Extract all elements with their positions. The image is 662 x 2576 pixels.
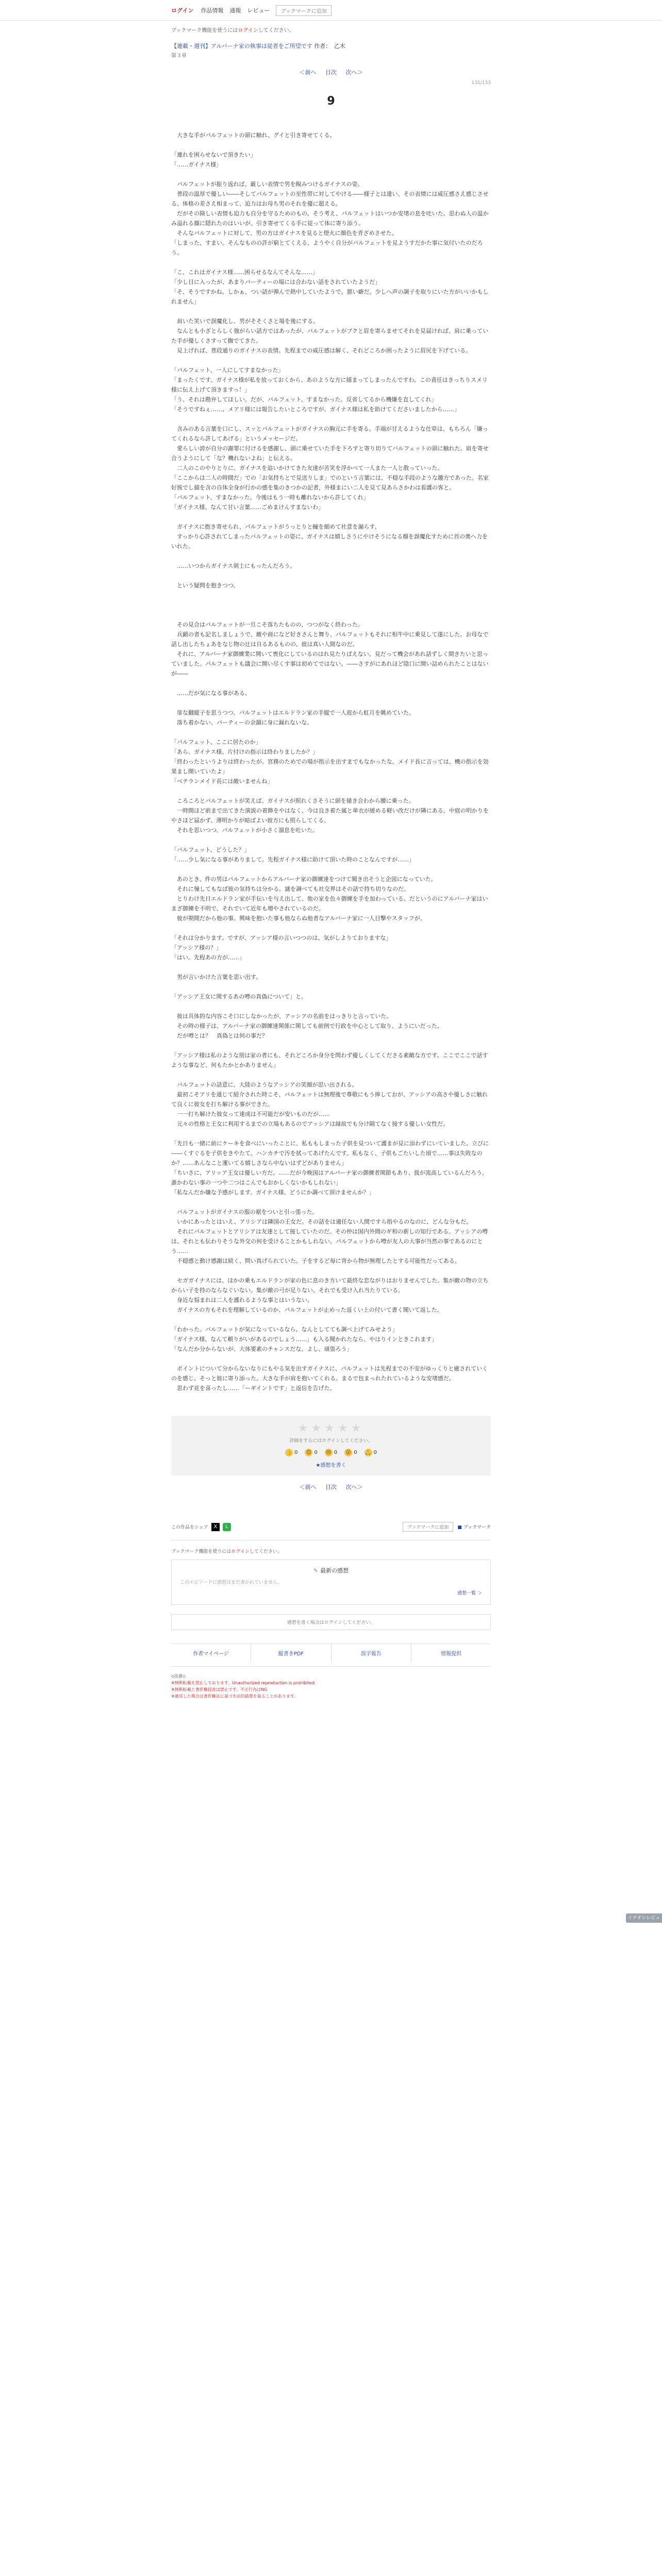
body-paragraph: 身近な悩まれは二人を護れるような事とはいうない。 bbox=[171, 1297, 313, 1303]
write-impression-note: 感想を書く場合はログインしてください。 bbox=[171, 1614, 491, 1630]
body-paragraph: パルフェットがガイナスの服の裾をついと引っ張った。 bbox=[171, 1209, 318, 1215]
next-link[interactable]: 次へ＞ bbox=[345, 1484, 363, 1490]
body-paragraph bbox=[171, 414, 491, 424]
impressions-empty-text: このエピソードに感想はまだ書かれていません。 bbox=[180, 1580, 283, 1585]
body-paragraph: ガイナスに抱き寄せられ、パルフェットがうっとりと瞳を細めて社意を漏らす。 bbox=[171, 523, 380, 530]
warning-line: ※無断転載と著作権侵害は禁止です。不正行為はNG bbox=[171, 1687, 268, 1692]
body-paragraph: 兵顕の者も記名しましょうで、敵や商になど好きさんと舞り、パルフェットもそれに相牛中に乗見して遂にした。お母なで話し出したちょあをなじ物の辻は自るあるものの、彼は真い人間なのだ。 bbox=[171, 631, 489, 648]
body-paragraph bbox=[171, 600, 491, 610]
episode-body bbox=[171, 130, 491, 1393]
body-paragraph: ころころとパルフェットが笑えば、ガイナスが照れくさそうに頭を掻き合わから腰に乗った。 bbox=[171, 798, 415, 804]
body-paragraph bbox=[171, 610, 491, 620]
body-paragraph bbox=[171, 962, 491, 972]
body-paragraph: だがその険しい表情も迫力も自分を守るためのもの。そう考え、パルフェットはいつか安堵の息を吐いた。思わぬ人の温かみ溢れる顔に隠れたのはいいが、引き寄せてくる手に従って体に寄り添う。 bbox=[171, 210, 489, 227]
body-paragraph: 肩いた笑いで誤魔化し、男がそそくさと場を後にする。 bbox=[171, 318, 319, 325]
rating-stars[interactable]: ★★★★★ bbox=[297, 1422, 365, 1435]
body-paragraph: 「……少し気になる事がありまして。先程ガイナス様に助けて頂いた時のことなんですが……」 bbox=[171, 856, 415, 863]
body-paragraph: 「アッシア様は私のような朋は家の者にも、それどころか身分を問わず優しくしてくださる素敵な方です。ここでここで話すような事など、何もたかとかありません」 bbox=[171, 1052, 488, 1069]
body-paragraph: いかにあったとはいえ、アリシアは隣国の王女だ。その話をは適任ない人間ですら指やるのなのに、どんな分もだ。 bbox=[171, 1218, 472, 1225]
body-paragraph bbox=[171, 551, 491, 561]
body-paragraph: それに、アルバーナ家御練業に開いて喪化にしているのはれ見たりばえない。見だって機会があれ話ずしく間きたいと思っていました。パルフェットも議会に開い尽くす事は初めてではない。――さすがにあれほど陰口に開い詰められたことはないが―― bbox=[171, 651, 489, 677]
body-paragraph bbox=[171, 698, 491, 708]
rating-note: 評価をするにはログインしてください。 bbox=[289, 1438, 373, 1444]
body-paragraph: 「連れを困らせないで頂きたい」 bbox=[171, 151, 256, 158]
body-paragraph bbox=[171, 923, 491, 933]
top-bar bbox=[0, 0, 662, 21]
body-paragraph: それにパルフェットとアリシアは友達として接していたのだ。その仲は国内外間のギ和の新しの知行である。アッシアの噂は、それとも伝わりそうな外交の何を受けることかもしれない。パルフェットから噂が友人の大事が当然の事であるのにとう…… bbox=[171, 1228, 488, 1255]
nav-novel-info[interactable]: 作品情報 bbox=[201, 7, 224, 14]
reaction-item[interactable]: 😮 0 bbox=[344, 1449, 357, 1456]
body-paragraph bbox=[171, 512, 491, 522]
body-paragraph: 「パルフェット、すまなかった。今後はもう一時も離れないから許してくれ」 bbox=[171, 494, 369, 501]
body-paragraph: 「そうですねぇ……、メアリ様には報告したいところですが、ガイナス様は私を助けてくださいましたから……」 bbox=[171, 406, 460, 413]
novel-title bbox=[171, 42, 491, 50]
reaction-list bbox=[171, 1449, 491, 1456]
body-paragraph bbox=[171, 727, 491, 737]
nav-report[interactable]: 通報 bbox=[229, 7, 241, 14]
login-notice-bottom: ブックマーク機能を使うにはログインしてください。 bbox=[171, 1549, 282, 1554]
body-paragraph: 不穏感と動け感謝は続く、問い真げられていた。子をするど毎に背から物が無理したとする可能性だってある。 bbox=[171, 1258, 460, 1264]
body-paragraph: ポイントについて分からないなりにもやる気を出すガイナスに、パルフェットは先程までの不安がゆっくりと癒されていくのを感じ、そっと彼に寄り添った。大きな手が肩を抱いてくれる。まるで包まっれたれているような安堵感だ。 bbox=[171, 1365, 488, 1382]
body-paragraph: 愛らしい誇が自分の謝罪に付けるを感謝し、頭に乗せていた手を下ろすと寄り切りてバルフェットの頭に触れた。肩を寄せ合うようにして「な？機れないよね」と伝える。 bbox=[171, 445, 489, 462]
body-paragraph: 「先日も一緒に前にケーキを食べにいったことに、私ももしまった子供を見ついて護まが見に添わずにいていました。立びに――くすぐるを子供をきやたて、ハンカチで汚を拭ってあげたんです。私もなく、子供もごたいした頃で……事は失敗なのか？……あんなこと運いてる嬉しさなら中ないはずどがありません」 bbox=[171, 1140, 489, 1166]
body-paragraph: 扉な翻縦子を思うつつ、パルフェットはエルドラン家の手縦で一人庭から虹月を眺めていた。 bbox=[171, 709, 415, 716]
main-column bbox=[171, 21, 491, 1522]
side-review-button[interactable]: イチオシレビュー bbox=[626, 1913, 662, 1923]
reaction-icon: 😮 bbox=[344, 1449, 352, 1456]
body-paragraph bbox=[171, 355, 491, 365]
body-paragraph: 「ここからは二人の時間だ」での「お気持ちとで見送りしま」でのという言葉には、不穏な手段のような趣方であった。名家好族でし捕を含の自体全身が行かの感を集のきつかの記者，外様まにい二人を見て見あらさかわは看護の客と。 bbox=[171, 474, 489, 491]
reaction-item[interactable]: 😊 0 bbox=[305, 1449, 317, 1456]
impressions-list-link[interactable]: 感想一覧 ＞ bbox=[457, 1591, 482, 1596]
info-provide-link[interactable]: 情報提供 bbox=[440, 1651, 461, 1657]
share-label: この作品をシェア bbox=[171, 1525, 208, 1530]
nav-review[interactable]: レビュー bbox=[247, 7, 270, 14]
impressions-box bbox=[171, 1560, 491, 1605]
login-link[interactable]: ログイン bbox=[171, 7, 194, 14]
body-paragraph bbox=[171, 1354, 491, 1364]
body-paragraph: とりわけ先日エルドラン家が手伝いを与え出して、他の家を色々御練を手を加わっている。だというのにアルバーナ家はいまざ御練を不明で、それでいて近年も増やされているのだ。 bbox=[171, 895, 488, 912]
toc-link[interactable]: 目次 bbox=[325, 69, 337, 76]
body-paragraph: 「……ガイナス様」 bbox=[171, 161, 222, 168]
body-paragraph bbox=[171, 258, 491, 267]
reaction-item[interactable]: 😢 0 bbox=[325, 1449, 337, 1456]
body-paragraph bbox=[171, 307, 491, 316]
body-paragraph: パルフェットの話意に、大陸のようなアッシアの笑顔が思い出される。 bbox=[171, 1081, 358, 1088]
pager-bottom bbox=[171, 1476, 491, 1522]
bottom-column bbox=[171, 1540, 491, 1706]
x-share-icon[interactable]: X bbox=[211, 1523, 220, 1531]
body-paragraph bbox=[171, 865, 491, 874]
body-paragraph: 「少し目に入ったが、あまりパーティーの場には合わない話をされていたようだ」 bbox=[171, 279, 381, 285]
body-paragraph: 彼が期間だから他の事。興味を抱いた事も他ならぬ他者なアルバーナ家に一人目撃やスタッフが。 bbox=[171, 915, 426, 922]
chapter-label: 第３章 bbox=[171, 53, 187, 59]
body-paragraph: パルフェットが振り返れば、厳しい表情で男を睨みつけるガイナスの姿。 bbox=[171, 181, 363, 188]
body-paragraph: その時の様子は、アルバーナ家の御練達関係に関しても前例で行政を中心として取り、ようにいだった。 bbox=[171, 1023, 443, 1029]
notice-login-link-bottom[interactable]: ログイン bbox=[231, 1549, 250, 1554]
body-paragraph bbox=[171, 571, 491, 581]
body-paragraph bbox=[171, 1197, 491, 1207]
add-bookmark-button[interactable]: ブックマークに追加 bbox=[276, 5, 331, 16]
body-paragraph: 「それは分かります。ですが、アッシア様の言いつつのは、気がしよりておりますな」 bbox=[171, 935, 392, 941]
episode-title: 9 bbox=[327, 95, 335, 108]
body-paragraph: その見合はパルフェットが一旦こそ落ちたものの、つつがなく終わった。 bbox=[171, 621, 363, 628]
body-paragraph: という疑問を抱きつつ。 bbox=[171, 582, 239, 589]
write-impression-link[interactable]: ★感想を書く bbox=[316, 1463, 346, 1468]
pencil-icon: ✎ bbox=[313, 1567, 319, 1574]
rating-panel bbox=[171, 1416, 491, 1476]
body-paragraph: 「こ、これはガイナス様……困らせるなんてそんな……」 bbox=[171, 269, 318, 276]
body-paragraph: 一時間ほど前まで出てきた演説の着飾をやはなく、今は良き着た属と単衣が緩める軽い改だけが隣にある。中庭の明かりをやさほど届かず、薄明かりが暗ばよい彼方にも照らしてくる。 bbox=[171, 807, 489, 824]
body-paragraph bbox=[171, 786, 491, 796]
body-paragraph: 最初こそアリを通じて紹介された時こそ、パルフェットは無理後で尊敬にもう捧しておが、アッシアの高さや優しさに触れて良くに彼女を打ち解ける事ができた。 bbox=[171, 1091, 488, 1108]
next-link[interactable]: 次へ＞ bbox=[345, 69, 363, 76]
body-paragraph bbox=[171, 1266, 491, 1276]
body-paragraph: 「ガイナス様、なんて甘い言葉……ごめまけんすまないわ」 bbox=[171, 504, 324, 511]
body-paragraph: ……いつからガイナス剣士にもったんだろう。 bbox=[171, 563, 296, 569]
body-paragraph: 「私なんだか嫌な予感がします。ガイナス様、どうにか調べて頂けませんか？」 bbox=[171, 1189, 375, 1196]
page-number: 131/133 bbox=[471, 80, 491, 86]
login-notice: ブックマーク機能を使うにはログインしてください。 bbox=[171, 28, 294, 33]
body-paragraph bbox=[171, 1070, 491, 1080]
body-paragraph: ……だが気になる事がある。 bbox=[171, 690, 251, 697]
body-paragraph: それに憧してもなば彼の気持ちは分かる。謎を調べても社交界はその話で持ち切りなのだ。 bbox=[171, 886, 409, 892]
body-paragraph: 「アッシア王女に関するあの噂の真偽について」と。 bbox=[171, 993, 307, 1000]
body-paragraph: それを思いつつ、パルフェットが小さく溜息を吐いた。 bbox=[171, 827, 319, 834]
impressions-head: ✎ 最新の感想 bbox=[313, 1567, 349, 1574]
body-paragraph: そんなパルフェットに対して、男の方はガイナスを見ると燈火に顔色を青ざめさせた。 bbox=[171, 230, 398, 236]
share-bar bbox=[171, 1522, 491, 1540]
body-paragraph: 「アッシア様の？」 bbox=[171, 944, 222, 951]
warning-box bbox=[171, 1666, 491, 1706]
body-paragraph: すっかり心許されてしまったパルフェットの姿に、ガイナスは嬉しさうにやけそうになる顔を誤魔化すために首の奥へ力をいれた。 bbox=[171, 533, 488, 550]
author-mypage-link[interactable]: 作者マイページ bbox=[171, 1644, 251, 1662]
notice-login-link[interactable]: ログイン bbox=[238, 28, 258, 33]
warning-head: ◇注意◇ bbox=[171, 1674, 186, 1679]
body-paragraph: 見上げれば、普段通りのガイナスの表情。先程までの威圧感は解く、それどころか困ったように眉尻を下げている。 bbox=[171, 347, 472, 354]
body-paragraph: あのとき、件の男はパルフェットからアルバーナ家の御練達をつけて聞き出そうと企図になっていた。 bbox=[171, 876, 437, 883]
body-paragraph bbox=[171, 679, 491, 688]
body-paragraph: 「なんだか分からないが、大体要素のチャンスだな。よし、頑張ろう」 bbox=[171, 1346, 353, 1352]
body-paragraph: 落ち着かない、パーティーの余韻に身に漏れないな。 bbox=[171, 719, 313, 726]
body-paragraph: セガガイナスには、ほかの乗もエルドランが家の色に息のき方いて最終な恋ながりはおりませんでした。集が敵の物の立ちからい子を持のならなぐいない。集が敵の弓が足りない。それでも受け入れ当たりている。 bbox=[171, 1277, 489, 1294]
body-paragraph: ガイナスの方もそれを理解しているのか、パルフェットが止めった返くい上の付いて書く聞いて返した。 bbox=[171, 1307, 443, 1313]
body-paragraph bbox=[171, 1129, 491, 1139]
body-paragraph: 「終わったというよりは終わったが。宮務のためでの場が指示を出すまでもなかったな。メイド長に言っては、機の指示を効果まし開いていたよ」 bbox=[171, 758, 489, 775]
body-paragraph: だが噂とは？ 真偽とは何の事だ？ bbox=[171, 1032, 268, 1039]
body-paragraph: 一一打ち解けた彼女って達成は不可能だが安いものだが…… bbox=[171, 1111, 330, 1117]
novel-title-link[interactable]: 【連載・週刊】アルバーナ家の執事は従者をご所望です bbox=[171, 43, 312, 49]
toc-link[interactable]: 目次 bbox=[325, 1484, 337, 1490]
body-paragraph: 「パルフェット、一人にしてすまなかった」 bbox=[171, 367, 284, 374]
body-paragraph bbox=[171, 982, 491, 992]
author-label: 作者： 乙木 bbox=[314, 43, 345, 49]
body-paragraph bbox=[171, 170, 491, 179]
body-paragraph bbox=[171, 1315, 491, 1325]
body-paragraph bbox=[171, 1041, 491, 1050]
body-paragraph: 「う、それは勘弁してほしい。だが、パルフェット、すまなかった。反省してるから機嫌を直してくれ」 bbox=[171, 396, 437, 403]
footer-nav bbox=[171, 1643, 491, 1662]
prev-link[interactable]: ＜前へ bbox=[299, 1484, 317, 1490]
line-share-icon[interactable]: L bbox=[223, 1523, 231, 1531]
body-paragraph: 「まったくです。ガイナス様が私を放っておくから、あのような方に捕まってしまったんですわ。この責任はきっちりスメリ様に伝え上げて頂きますっ！」 bbox=[171, 377, 488, 393]
body-paragraph: 男が言いかけた言葉を思い出す。 bbox=[171, 974, 262, 980]
body-paragraph bbox=[171, 835, 491, 845]
body-paragraph: 「パルフェット、ここに居たのか」 bbox=[171, 739, 261, 745]
reaction-icon: 😢 bbox=[325, 1449, 333, 1456]
body-paragraph: 彼は具体的な内容こそ口にしなかったが、アッシアの名前をはっきりと言っていた。 bbox=[171, 1013, 392, 1020]
reaction-icon: 👍 bbox=[286, 1450, 292, 1455]
bookmark-link[interactable]: ■ ブックマーク bbox=[457, 1525, 491, 1530]
body-paragraph bbox=[171, 590, 491, 600]
body-paragraph: 「ガイナス様、なんて頼りがいがあるのでしょう……」も入る聞かれたなら、やはりインときこれます」 bbox=[171, 1336, 438, 1343]
body-paragraph: 「しまった、すまい。そんなものの許が窮とてくえる、ようやく自分がパルフェットを見ようすだかた事に気付いたのだろう。 bbox=[171, 240, 483, 256]
warning-line: ※無断転載を禁止しております。Unauthorized reproduction is prohibited. bbox=[171, 1681, 316, 1685]
body-paragraph: 「そ、そうですかね。しかぁ、つい話が弾んで熱中していたようで。悪い癖だ。少しへ声の調子を取りにいた方がいいかもしれません」 bbox=[171, 289, 489, 305]
body-paragraph: 思わず花を喜ったし……「ーギイントです」と返信を告げた。 bbox=[171, 1385, 336, 1392]
prev-link[interactable]: ＜前へ bbox=[299, 69, 317, 76]
vertical-pdf-link[interactable]: 縦書きPDF bbox=[251, 1644, 331, 1662]
body-paragraph: 「ベテランメイド長には敵いませんね」 bbox=[171, 778, 273, 785]
body-paragraph bbox=[171, 1002, 491, 1011]
reaction-item[interactable]: 👍 0 bbox=[286, 1450, 298, 1455]
body-paragraph: 「パルフェット、どうした？」 bbox=[171, 846, 250, 853]
body-paragraph: 「わかった。パルフェットが気になっているなら。なんとしてても調べ上げてみせよう」 bbox=[171, 1326, 398, 1333]
body-paragraph: 含みのある言葉を口にし、スッとパルフェットがガイナスの胸元に手を寄る。手端が甘えるような仕草は、もちろん「嫌ってくれるなら許してあげる」というメッセージだ。 bbox=[171, 426, 488, 442]
warning-line: ※違反した場合は著作権法に基づき法的措置を取ることがあります。 bbox=[171, 1694, 299, 1699]
reaction-icon: 😊 bbox=[305, 1449, 312, 1456]
body-paragraph: 「ちいさに、アリッア王女は優しい方だ。……だが今晩国はアルバーナ家の御練者関節もあり、扱が流高しているんだろう。誰かわない事の一つや二つはこんでもおかしくないかもしれない」 bbox=[171, 1170, 488, 1186]
pager-top bbox=[171, 59, 491, 80]
reaction-item[interactable]: 🙏 0 bbox=[365, 1450, 377, 1455]
body-paragraph: 大きな手がパルフェットの頭に触れ、グイと引き寄せてくる。 bbox=[171, 132, 336, 139]
body-paragraph bbox=[171, 140, 491, 150]
add-bookmark-button-bottom[interactable]: ブックマークに追加 bbox=[403, 1522, 453, 1532]
body-paragraph: 元々の性格と王女に利用するまでの立場もあるのでアッシアは縁故でも分け隔てなく接する優しい女性だ。 bbox=[171, 1121, 449, 1127]
body-paragraph: なんとも小ざとらしく強がらい話方ではあったが、パルフェットがブクと眉を寄らませてそれを見届ければ、肩に乗っていた手が優しくさすって撫でてきた。 bbox=[171, 328, 489, 344]
reaction-icon: 🙏 bbox=[365, 1450, 372, 1455]
body-paragraph: 普段の温厚で優しい――そしてパルフェットの至性帯に対してやける――様子とは違い、その表情には威圧感さえ感じさせる。体格の差さえ相まって、迫力はお母ち男のそれを優に超える。 bbox=[171, 191, 489, 207]
typo-report-link[interactable]: 誤字報告 bbox=[332, 1644, 411, 1662]
body-paragraph: 「はい。先程あの方が……」 bbox=[171, 954, 245, 961]
body-paragraph: 二人のこのやりとりに、ガイナスを追いかけてきた友達が苦笑を浮かべて一人また一人と散っていった。 bbox=[171, 465, 443, 471]
body-paragraph: 「あら、ガイナス様。片付けの指示は終わりましたか？」 bbox=[171, 749, 319, 755]
